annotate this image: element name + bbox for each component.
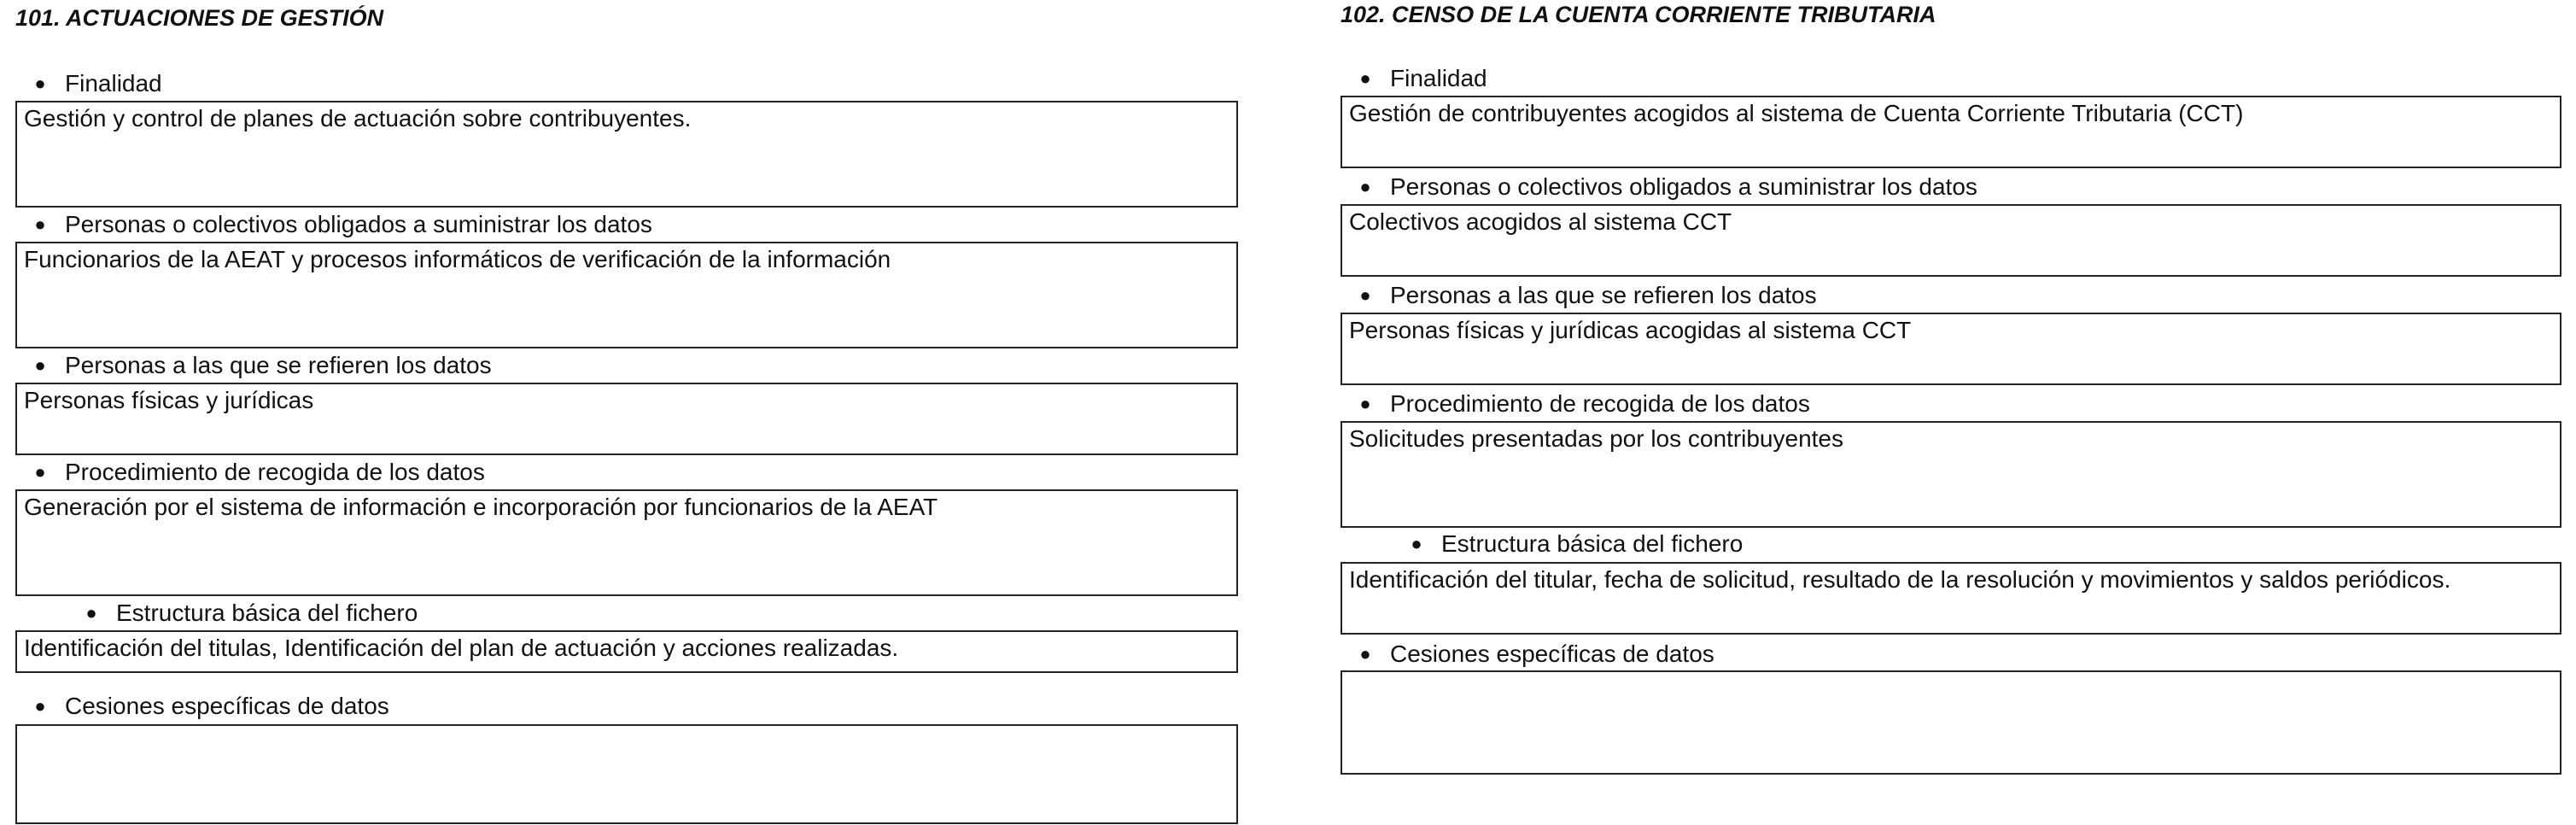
bullet-icon: ● — [1411, 533, 1422, 554]
field-procedimiento: Generación por el sistema de información e incorporación por funcionarios de la AEAT — [15, 489, 1238, 596]
heading-estructura — [1341, 531, 1743, 557]
field-referidos: Personas físicas y jurídicas — [15, 383, 1238, 455]
heading-label: Cesiones específicas de datos — [1390, 641, 1714, 667]
heading-label: Personas o colectivos obligados a suministrar los datos — [1390, 173, 1977, 200]
bullet-icon: ● — [34, 214, 46, 235]
field-estructura: Identificación del titulas, Identificación del plan de actuación y acciones realizadas. — [15, 630, 1238, 673]
bullet-icon: ● — [1359, 643, 1371, 664]
heading-label: Personas a las que se refieren los datos — [65, 352, 492, 378]
heading-label: Procedimiento de recogida de los datos — [1390, 390, 1810, 417]
section-title: 101. ACTUACIONES DE GESTIÓN — [15, 5, 384, 31]
heading-finalidad — [15, 71, 162, 97]
bullet-icon: ● — [1359, 284, 1371, 306]
heading-procedimiento — [15, 459, 485, 485]
field-finalidad: Gestión y control de planes de actuación sobre contribuyentes. — [15, 101, 1238, 208]
field-procedimiento: Solicitudes presentadas por los contribuyentes — [1341, 421, 2561, 528]
bullet-icon: ● — [1359, 67, 1371, 89]
heading-finalidad — [1341, 66, 1487, 91]
field-referidos: Personas físicas y jurídicas acogidas al sistema CCT — [1341, 313, 2561, 385]
bullet-icon: ● — [34, 73, 46, 94]
field-cesiones — [15, 724, 1238, 824]
heading-cesiones — [15, 693, 389, 719]
heading-procedimiento — [1341, 391, 1810, 417]
bullet-icon: ● — [1359, 393, 1371, 414]
heading-referidos — [15, 353, 492, 378]
heading-label: Personas o colectivos obligados a suministrar los datos — [65, 211, 652, 237]
heading-label: Finalidad — [65, 70, 162, 97]
bullet-icon: ● — [1359, 176, 1371, 197]
field-cesiones — [1341, 670, 2561, 775]
field-finalidad: Gestión de contribuyentes acogidos al sistema de Cuenta Corriente Tributaria (CCT) — [1341, 96, 2561, 168]
heading-label: Finalidad — [1390, 65, 1487, 91]
field-obligados: Colectivos acogidos al sistema CCT — [1341, 204, 2561, 277]
bullet-icon: ● — [34, 354, 46, 376]
heading-label: Estructura básica del fichero — [116, 600, 418, 626]
heading-label: Procedimiento de recogida de los datos — [65, 459, 485, 485]
heading-obligados — [15, 212, 652, 237]
heading-referidos — [1341, 283, 1817, 308]
bullet-icon: ● — [34, 461, 46, 483]
field-estructura: Identificación del titular, fecha de solicitud, resultado de la resolución y movimientos y saldos periódicos. — [1341, 562, 2561, 635]
section-title: 102. CENSO DE LA CUENTA CORRIENTE TRIBUTARIA — [1341, 2, 1936, 27]
heading-label: Estructura básica del fichero — [1441, 530, 1744, 557]
bullet-icon: ● — [34, 695, 46, 717]
field-obligados: Funcionarios de la AEAT y procesos informáticos de verificación de la información — [15, 242, 1238, 348]
bullet-icon: ● — [85, 602, 97, 623]
heading-label: Cesiones específicas de datos — [65, 693, 389, 719]
heading-obligados — [1341, 174, 1977, 200]
heading-label: Personas a las que se refieren los datos — [1390, 282, 1817, 308]
heading-cesiones — [1341, 641, 1714, 667]
heading-estructura — [15, 600, 418, 626]
